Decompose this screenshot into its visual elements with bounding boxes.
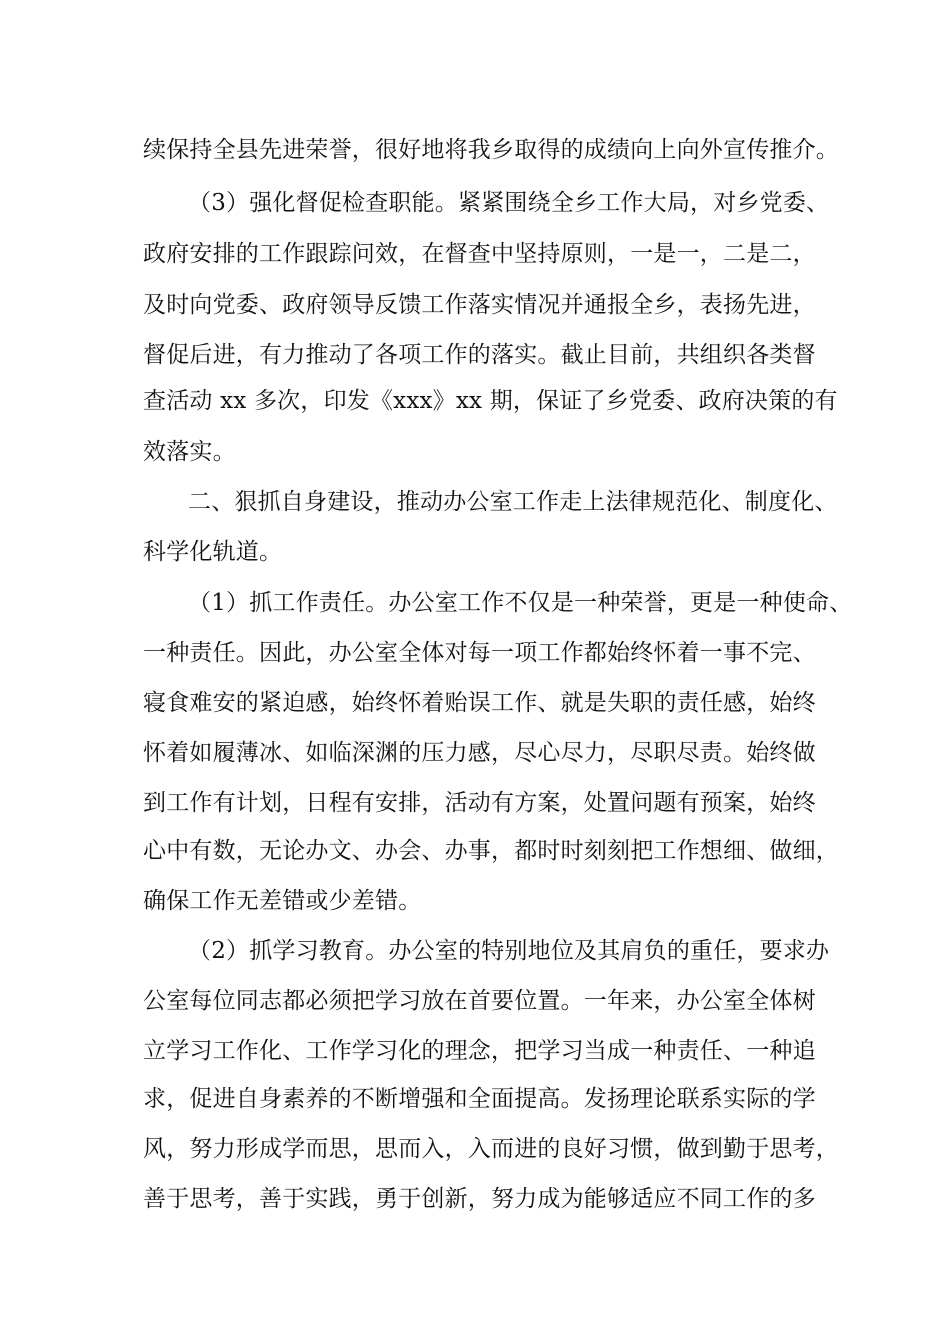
text-line: 及时向党委、政府领导反馈工作落实情况并通报全乡，表扬先进， <box>143 292 816 318</box>
text-line: 效落实。 <box>143 439 236 465</box>
text-line: 怀着如履薄冰、如临深渊的压力感，尽心尽力，尽职尽责。始终做 <box>143 740 816 766</box>
text-line: 到工作有计划，日程有安排，活动有方案，处置问题有预案，始终 <box>143 790 816 816</box>
section-heading: 二、狠抓自身建设，推动办公室工作走上法律规范化、制度化、 <box>188 489 838 515</box>
text-line: （1）抓工作责任。办公室工作不仅是一种荣誉，更是一种使命、 <box>188 590 853 616</box>
section-heading: 科学化轨道。 <box>143 539 283 565</box>
text-line: 查活动 xx 多次，印发《xxx》xx 期，保证了乡党委、政府决策的有 <box>143 388 838 414</box>
text-line: 立学习工作化、工作学习化的理念，把学习当成一种责任、一种追 <box>143 1038 816 1064</box>
text-line: 心中有数，无论办文、办会、办事，都时时刻刻把工作想细、做细， <box>143 838 839 864</box>
text-line: （3）强化督促检查职能。紧紧围绕全乡工作大局，对乡党委、 <box>188 190 830 216</box>
text-line: 续保持全县先进荣誉，很好地将我乡取得的成绩向上向外宣传推介。 <box>143 137 839 163</box>
text-line: 公室每位同志都必须把学习放在首要位置。一年来，办公室全体树 <box>143 988 816 1014</box>
text-line: 一种责任。因此，办公室全体对每一项工作都始终怀着一事不完、 <box>143 640 816 666</box>
text-line: （2）抓学习教育。办公室的特别地位及其肩负的重任，要求办 <box>188 938 830 964</box>
text-line: 风，努力形成学而思，思而入，入而进的良好习惯，做到勤于思考， <box>143 1136 839 1162</box>
text-line: 求，促进自身素养的不断增强和全面提高。发扬理论联系实际的学 <box>143 1086 816 1112</box>
text-line: 政府安排的工作跟踪问效，在督查中坚持原则，一是一，二是二， <box>143 241 816 267</box>
text-line: 督促后进，有力推动了各项工作的落实。截止目前，共组织各类督 <box>143 342 816 368</box>
text-line: 寝食难安的紧迫感，始终怀着贻误工作、就是失职的责任感，始终 <box>143 690 816 716</box>
text-line: 善于思考，善于实践，勇于创新，努力成为能够适应不同工作的多 <box>143 1186 816 1212</box>
text-line: 确保工作无差错或少差错。 <box>143 888 422 914</box>
